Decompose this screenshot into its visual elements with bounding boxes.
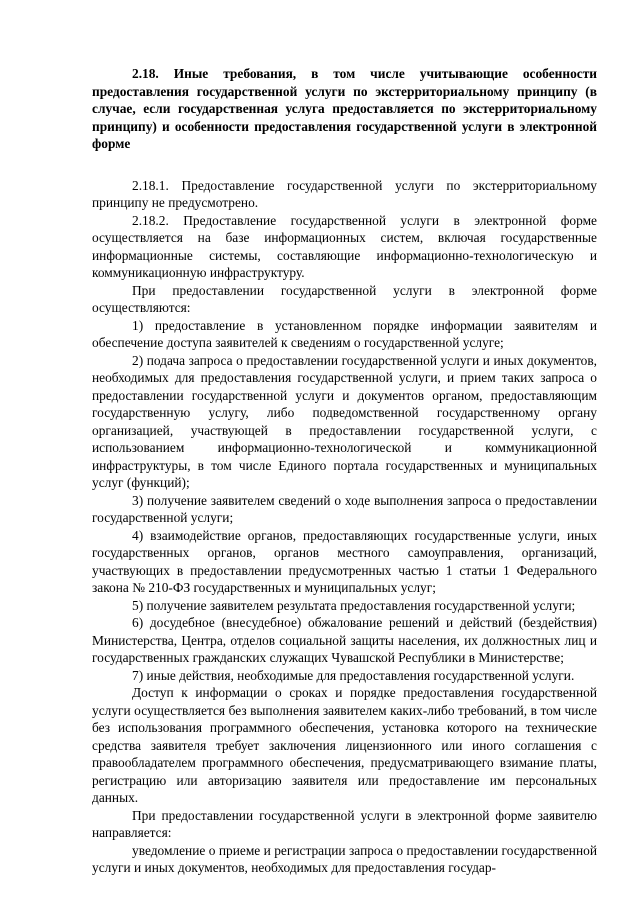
list-item-2: 2) подача запроса о предоставлении государственной услуги и иных документов, необходимых для предоставления государственной услуги, и прием таких запроса о предоставлении государственной услуги и документов органом, предоставляющим государственную услугу, либо подведомственной государственному органу организацией, участвующей в предоставлении государственной услуги, с использованием информационно-технологической и коммуникационной инфраструктуры, в том числе Единого портала государственных и муниципальных услуг (функций); [92, 352, 597, 490]
paragraph-2-18-2: 2.18.2. Предоставление государственной услуги в электронной форме осуществляется на базе информационных систем, включая государственные информационные системы, составляющие информационно-технологическую и коммуникационную инфраструктуру. [92, 212, 597, 280]
paragraph-2-18-1: 2.18.1. Предоставление государственной услуги по экстерриториальному принципу не предусмотрено. [92, 177, 597, 210]
paragraph-sent-to-applicant: При предоставлении государственной услуги в электронной форме заявителю направляется: [92, 807, 597, 840]
paragraph-access-info: Доступ к информации о сроках и порядке предоставления государственной услуги осуществляется без выполнения заявителем каких-либо требований, в том числе без использования программного обеспечения, установка которого на технические средства заявителя требует заключения лицензионного или иного соглашения с правообладателем программного обеспечения, предусматривающего взимание платы, регистрацию или авторизацию заявителя или предоставление им персональных данных. [92, 685, 597, 805]
list-item-7: 7) иные действия, необходимые для предоставления государственной услуги. [132, 667, 575, 683]
paragraph-intro-list: При предоставлении государственной услуги в электронной форме осуществляются: [92, 282, 597, 315]
document-page [92, 65, 597, 877]
list-item-1: 1) предоставление в установленном порядке информации заявителям и обеспечение доступа заявителей к сведениям о государственной услуге; [92, 317, 597, 350]
list-item-6: 6) досудебное (внесудебное) обжалование решений и действий (бездействия) Министерства, Центра, отделов социальной защиты населения, их должностных лиц и государственных гражданских служащих Чувашской Республики в Министерстве; [92, 615, 597, 665]
list-item-4: 4) взаимодействие органов, предоставляющих государственные услуги, иных государственных органов, органов местного самоуправления, организаций, участвующих в предоставлении предусмотренных частью 1 статьи 1 Федерального закона № 210-ФЗ государственных и муниципальных услуг; [92, 527, 597, 595]
section-heading: 2.18. Иные требования, в том числе учитывающие особенности предоставления государственной услуги по экстерриториальному принципу (в случае, если государственная услуга предоставляется по экстерриториальному принципу) и особенности предоставления государственной услуги в электронной форме [92, 66, 597, 151]
list-item-5: 5) получение заявителем результата предоставления государственной услуги; [132, 597, 576, 613]
list-item-3: 3) получение заявителем сведений о ходе выполнения запроса о предоставлении государственной услуги; [92, 492, 597, 525]
paragraph-notification: уведомление о приеме и регистрации запроса о предоставлении государственной услуги и иных документов, необходимых для предоставления государ- [92, 842, 597, 875]
